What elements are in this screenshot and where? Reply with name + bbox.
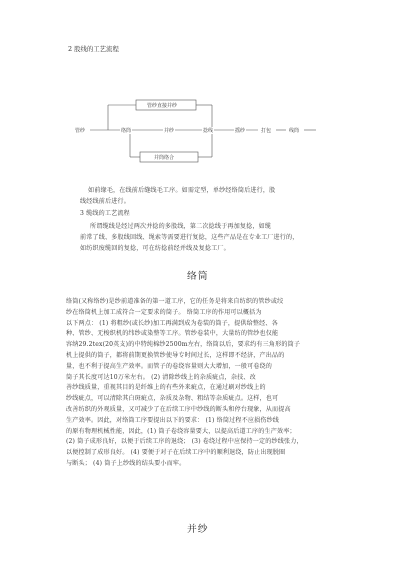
flow-bottom-box: 并筒络合 (154, 155, 175, 161)
process-flow-diagram (75, 98, 340, 168)
section-3-heading: 3 缆线的工艺流程 (80, 210, 130, 217)
section-3-line-1: 所谓缆线是经过两次并捻的多股线，第二次捻线于再加复捻，如缆 (90, 223, 272, 230)
luotong-line-5: 容纳29.2tex(20英支)的中特纯棉纱2500m左右，络筒以后，要求约有三角形的筒子 (66, 341, 301, 349)
flow-node-nianxian: 捻线 (203, 128, 214, 134)
chapter-title-luotong: 络筒 (187, 271, 209, 282)
flow-node-xiantong: 线筒 (289, 128, 300, 134)
luotong-line-13: 的原有物理机械性能，因此，(1) 筒子卷绕容量要大，以提高后道工序的生产效率； (66, 427, 296, 435)
flow-top-box: 管纱直接并纱 (147, 103, 178, 109)
section-3-line-2: 前常了线、多股线回线、绳索等需要进行复捻，这些产品是在专业工厂进行的， (80, 233, 299, 241)
luotong-line-8: 筒子其长度可达10万米左右。 (2) 清除纱线上的杂质疵点，杂技、改 (66, 373, 256, 381)
section-2-heading: 2 股线的工艺流程 (68, 45, 119, 53)
flow-node-yaosha: 摇纱 (235, 128, 246, 134)
section-2-line-2: 线经线前后进行。 (80, 197, 130, 205)
luotong-line-12: 生产效率。因此，对络筒工序要提出以下的要求： (1) 络筒过程不应损伤纱线 (66, 416, 280, 424)
luotong-line-6: 机上提供的筒子，都将前期更换管纱使导专时间过长，这样即不经济，产出品的 (66, 351, 285, 359)
section-2-paragraph (80, 186, 275, 208)
chapter-title-bingsha: 并纱 (187, 524, 209, 535)
luotong-line-4: 种、管纱、无梭织机的纬纱或染整等工序。管纱卷装中，大量纺的管纱也仅能 (66, 330, 279, 338)
flow-node-luotong: 络筒 (121, 128, 132, 134)
luotong-line-3: 以下两点： (1) 将粗纱(或长纱)加工再满到成为卷装的筒子，提供给整经、各 (66, 319, 278, 327)
luotong-paragraph (66, 297, 303, 470)
flow-node-bingsha: 并纱 (164, 128, 175, 134)
luotong-line-16: 与断头； (4) 筒子上纱线的结头要小而牢。 (66, 459, 186, 467)
luotong-line-15: 以便控制了成形良好。 (4) 要便于对子在后续工序中的顺利退绕，防止出现脱圈 (66, 449, 286, 457)
section-3-paragraph (80, 222, 299, 254)
luotong-line-7: 量，也不利于提高生产效率。而管子的卷绕容量则大大增加，一般可卷绕的 (66, 362, 273, 370)
section-3-line-3: 如纺织废缆回的复捻，可在纺捻前经并线及复捻工厂。 (80, 244, 230, 252)
luotong-line-11: 改善纺织的外观质量，又可减少了在后续工序中纱线的断头和停台现象，从而提高 (66, 405, 291, 413)
luotong-line-1: 络筒(又称络纱)是纱前道准备的第一道工序，它的任务是将来自纺织的管纱或绞 (66, 298, 284, 305)
luotong-line-9: 善纱线质量，重视其目的是纤维上的有些外来疵点，在通过刷对纱线上的 (66, 384, 266, 392)
section-2-line-1: 如前缘毛，在线前后缝线毛工序。如需定型，单纱经络筒后进行，股 (88, 187, 276, 194)
luotong-line-2: 纱在络筒机上加工成符合一定要求的筒子。 络筒工序的作用可以概括为 (66, 308, 262, 316)
luotong-line-14: (2) 筒子成形良好，以便于后续工序的退绕； (3) 卷绕过程中应保持一定的纱线张力， (66, 438, 303, 446)
flow-node-dabao: 打包 (261, 128, 272, 134)
luotong-line-10: 纱线疵点，可以清除其白斑疵点，杂质及杂物、粗结等杂质疵点。这样，也可 (66, 395, 279, 403)
flow-node-guansha: 管纱 (75, 128, 86, 134)
